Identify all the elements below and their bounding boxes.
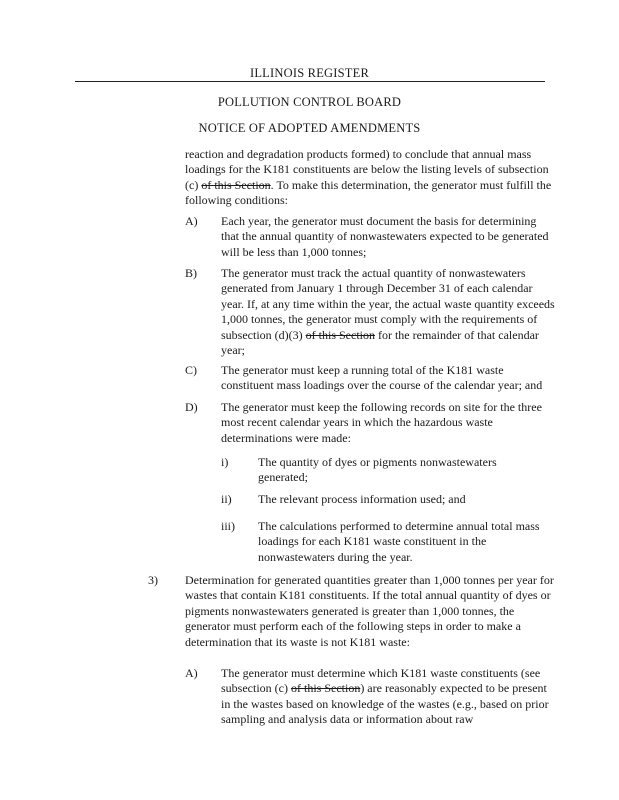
board-title: POLLUTION CONTROL BOARD [217, 95, 402, 109]
record-iii-label: iii) [221, 519, 235, 533]
condition-b-label: B) [185, 266, 197, 280]
record-i-label: i) [221, 455, 229, 469]
condition-b-text-b: for the remainder of that calendar year; [221, 327, 539, 358]
condition-c-text: The generator must keep a running total of the K181 waste constituent mass loadings over the course of the calendar year; and [221, 363, 543, 393]
condition-a-label: A) [185, 214, 198, 228]
step-a-text [221, 666, 559, 728]
intro-text-1: reaction and degradation products formed) to conclude that annual mass loadings for the K181 constituents are below the listing levels of subsection (c) [185, 147, 549, 192]
step-a-strike: of this Section [290, 681, 361, 696]
condition-a-text: Each year, the generator must document the basis for determining that the annual quantity of nonwastewaters expected to be generated will be less than 1,000 tonnes; [221, 214, 549, 259]
record-ii-text: The relevant process information used; and [258, 492, 466, 506]
intro-text-2: . To make this determination, the generator must fulfill the following conditions: [185, 177, 552, 208]
header-rule [75, 81, 545, 82]
section-3-label: 3) [148, 573, 158, 587]
notice-title: NOTICE OF ADOPTED AMENDMENTS [198, 121, 421, 135]
record-i-text: The quantity of dyes or pigments nonwastewaters generated; [258, 455, 497, 485]
step-a-text-1: The generator must determine which K181 waste constituents (see subsection (c) [221, 666, 541, 696]
register-title: ILLINOIS REGISTER [249, 66, 369, 80]
condition-d-label: D) [185, 400, 198, 414]
condition-b-text-a: The generator must track the actual quantity of nonwastewaters generated from January 1 through December 31 of each calendar year. If, at any time within the year, the actual waste quantity exceeds 1,000 tonnes, the generator must comply with the requirements of subsection (d)(3) [221, 266, 555, 342]
record-iii-text: The calculations performed to determine annual total mass loadings for each K181 waste constituent in the nonwastewaters during the year. [258, 519, 540, 564]
step-a-label: A) [185, 666, 198, 680]
condition-c-label: C) [185, 363, 197, 377]
step-a-text-2: ) are reasonably expected to be present in the wastes based on knowledge of the wastes (e.g., based on prior sampling and analysis data or information about raw [221, 681, 549, 727]
condition-d-text: The generator must keep the following records on site for the three most recent calendar years in which the hazardous waste determinations were made: [221, 400, 542, 445]
condition-b-text [221, 266, 556, 358]
section-3-text: Determination for generated quantities greater than 1,000 tonnes per year for wastes that contain K181 constituents. If the total annual quantity of dyes or pigments nonwastewaters generated is greater than 1,000 tonnes, the generator must perform each of the following steps in order to make a determination that its waste is not K181 waste: [185, 573, 554, 649]
condition-b-strike: of this Section [305, 327, 375, 342]
record-ii-label: ii) [221, 492, 232, 506]
intro-paragraph [185, 147, 553, 209]
intro-strike: of this Section [201, 177, 271, 192]
